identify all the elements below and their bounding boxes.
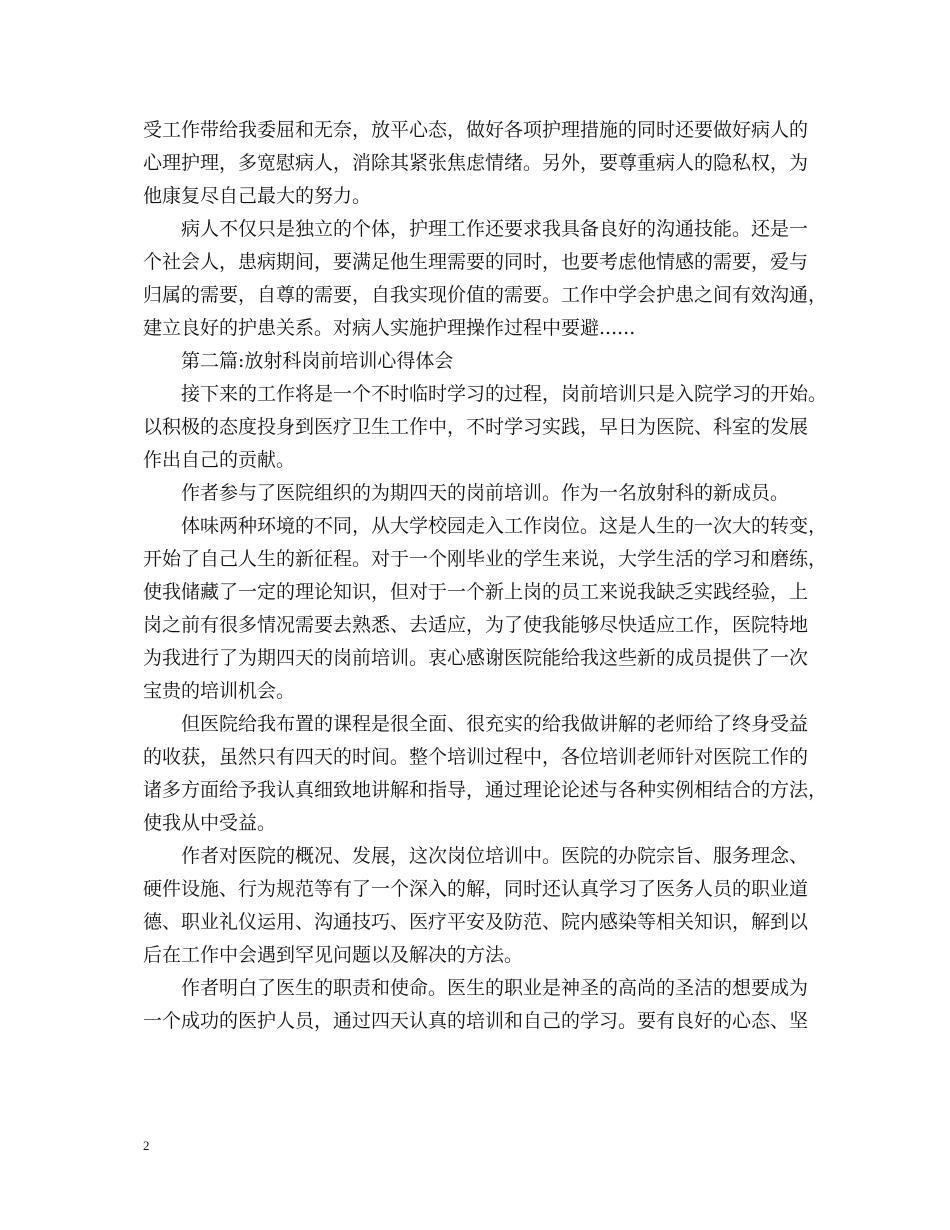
text-line: 接下来的工作将是一个不时临时学习的过程，岗前培训只是入院学习的开始。 (181, 383, 828, 405)
text-line: 使我从中受益。 (143, 812, 277, 834)
text-line: 以积极的态度投身到医疗卫生工作中，不时学习实践，早日为医院、科室的发展 (143, 416, 809, 438)
text-line: 体味两种环境的不同，从大学校园走入工作岗位。这是人生的一次大的转变， (181, 515, 828, 537)
text-line: 为我进行了为期四天的岗前培训。衷心感谢医院能给我这些新的成员提供了一次 (143, 647, 809, 669)
text-line: 个社会人，患病期间，要满足他生理需要的同时，也要考虑他情感的需要，爱与 (143, 251, 809, 273)
text-line: 作者参与了医院组织的为期四天的岗前培训。作为一名放射科的新成员。 (181, 482, 790, 504)
text-line: 心理护理，多宽慰病人，消除其紧张焦虑情绪。另外，要尊重病人的隐私权，为 (143, 152, 809, 174)
text-line: 作出自己的贡献。 (143, 449, 296, 471)
text-line: 建立良好的护患关系。对病人实施护理操作过程中要避...... (143, 317, 636, 339)
text-line: 德、职业礼仪运用、沟通技巧、医疗平安及防范、院内感染等相关知识，解到以 (143, 911, 809, 933)
document-body (143, 114, 828, 1038)
text-line: 开始了自己人生的新征程。对于一个刚毕业的学生来说，大学生活的学习和磨练， (143, 548, 828, 570)
text-line: 后在工作中会遇到罕见问题以及解决的方法。 (143, 944, 524, 966)
text-line: 病人不仅只是独立的个体，护理工作还要求我具备良好的沟通技能。还是一 (181, 218, 809, 240)
text-line: 作者明白了医生的职责和使命。医生的职业是神圣的高尚的圣洁的想要成为 (181, 977, 809, 999)
text-line: 作者对医院的概况、发展，这次岗位培训中。医院的办院宗旨、服务理念、 (181, 845, 809, 867)
text-line: 但医院给我布置的课程是很全面、很充实的给我做讲解的老师给了终身受益 (181, 713, 809, 735)
text-line: 岗之前有很多情况需要去熟悉、去适应，为了使我能够尽快适应工作，医院特地 (143, 614, 809, 636)
text-line: 的收获，虽然只有四天的时间。整个培训过程中，各位培训老师针对医院工作的 (143, 746, 809, 768)
text-line: 一个成功的医护人员，通过四天认真的培训和自己的学习。要有良好的心态、坚 (143, 1010, 809, 1032)
text-line: 诸多方面给予我认真细致地讲解和指导，通过理论论述与各种实例相结合的方法， (143, 779, 828, 801)
text-line: 宝贵的培训机会。 (143, 680, 296, 702)
text-line: 硬件设施、行为规范等有了一个深入的解，同时还认真学习了医务人员的职业道 (143, 878, 809, 900)
text-line: 归属的需要，自尊的需要，自我实现价值的需要。工作中学会护患之间有效沟通， (143, 284, 828, 306)
text-line: 受工作带给我委屈和无奈，放平心态，做好各项护理措施的同时还要做好病人的 (143, 119, 809, 141)
text-line: 使我储藏了一定的理论知识，但对于一个新上岗的员工来说我缺乏实践经验，上 (143, 581, 809, 603)
text-line: 他康复尽自己最大的努力。 (143, 185, 372, 207)
section-heading: 第二篇:放射科岗前培训心得体会 (181, 350, 454, 372)
page-number: 2 (143, 1138, 150, 1153)
